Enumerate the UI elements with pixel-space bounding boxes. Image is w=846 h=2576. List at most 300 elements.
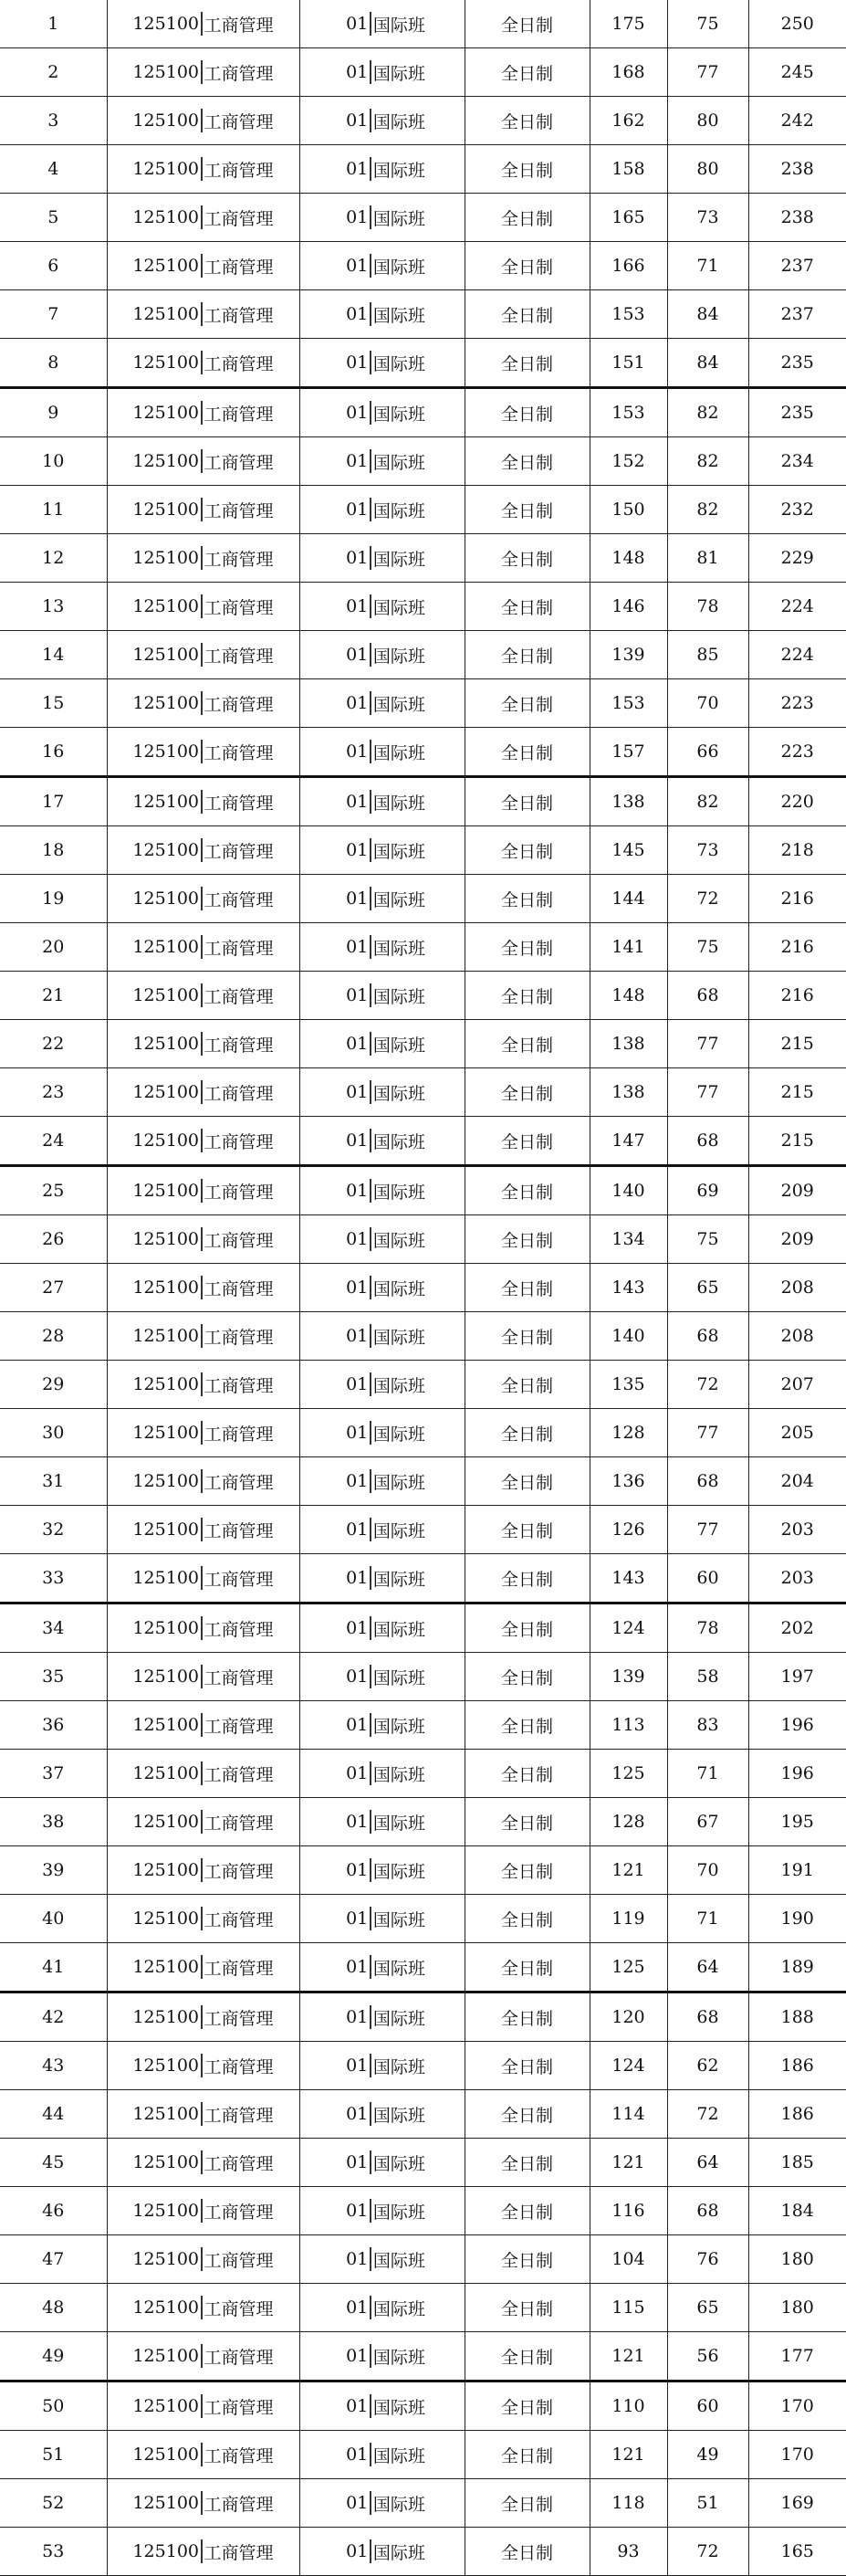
score-b-cell: 77 — [667, 1068, 748, 1117]
separator-bar — [201, 2054, 203, 2077]
study-mode-cell: 全日制 — [465, 486, 590, 534]
total-score-cell: 237 — [748, 290, 846, 339]
major-cell-label: 工商管理 — [204, 500, 274, 521]
major-cell-label: 工商管理 — [204, 1813, 274, 1834]
study-mode-cell: 全日制 — [465, 1264, 590, 1312]
score-b-cell: 84 — [667, 290, 748, 339]
row-number-cell: 42 — [0, 1992, 107, 2042]
study-mode-cell: 全日制 — [465, 194, 590, 242]
separator-bar — [370, 594, 371, 618]
direction-cell — [299, 631, 465, 679]
row-number-cell: 40 — [0, 1895, 107, 1943]
total-score-cell: 238 — [748, 194, 846, 242]
direction-cell — [299, 2090, 465, 2139]
direction-cell — [299, 728, 465, 777]
major-cell-code: 125100 — [132, 1277, 199, 1298]
total-score-cell: 208 — [748, 1312, 846, 1361]
major-cell-label: 工商管理 — [204, 1278, 274, 1299]
major-cell — [107, 1457, 299, 1506]
study-mode-cell: 全日制 — [465, 777, 590, 826]
direction-cell-label: 国际班 — [372, 1958, 425, 1979]
table-row — [0, 679, 846, 728]
major-cell-label: 工商管理 — [204, 353, 274, 374]
major-cell-label: 工商管理 — [204, 15, 274, 36]
table-row — [0, 1264, 846, 1312]
separator-bar — [370, 1372, 371, 1396]
major-cell — [107, 923, 299, 972]
separator-bar — [370, 1713, 371, 1737]
table-row — [0, 2528, 846, 2576]
major-cell-label: 工商管理 — [204, 2397, 274, 2418]
direction-cell-label: 国际班 — [372, 2008, 425, 2029]
direction-cell — [299, 1701, 465, 1750]
study-mode-cell: 全日制 — [465, 339, 590, 388]
direction-cell-label: 国际班 — [372, 111, 425, 132]
row-number-cell: 33 — [0, 1554, 107, 1603]
major-cell — [107, 1653, 299, 1701]
separator-bar — [370, 2344, 371, 2368]
separator-bar — [201, 205, 203, 229]
direction-cell — [299, 1166, 465, 1215]
score-a-cell: 158 — [590, 145, 667, 194]
major-cell — [107, 339, 299, 388]
major-cell-code: 125100 — [132, 14, 199, 34]
major-cell-code: 125100 — [132, 2007, 199, 2027]
major-cell-code: 125100 — [132, 499, 199, 520]
row-number-cell: 10 — [0, 437, 107, 486]
direction-cell — [299, 1798, 465, 1846]
total-score-cell: 207 — [748, 1361, 846, 1409]
major-cell — [107, 1215, 299, 1264]
direction-cell-code: 01 — [346, 1763, 369, 1783]
direction-cell — [299, 290, 465, 339]
row-number-cell: 17 — [0, 777, 107, 826]
direction-cell — [299, 388, 465, 437]
score-a-cell: 140 — [590, 1312, 667, 1361]
major-cell — [107, 1554, 299, 1603]
direction-cell-label: 国际班 — [372, 2056, 425, 2077]
row-number-cell: 45 — [0, 2139, 107, 2187]
score-a-cell: 104 — [590, 2235, 667, 2284]
study-mode-cell: 全日制 — [465, 583, 590, 631]
major-cell-label: 工商管理 — [204, 111, 274, 132]
major-cell-code: 125100 — [132, 110, 199, 131]
score-a-cell: 157 — [590, 728, 667, 777]
direction-cell-label: 国际班 — [372, 2250, 425, 2271]
table-row — [0, 1846, 846, 1895]
row-number-cell: 49 — [0, 2332, 107, 2381]
score-a-cell: 144 — [590, 875, 667, 923]
separator-bar — [201, 401, 203, 425]
major-cell-label: 工商管理 — [204, 1131, 274, 1152]
direction-cell-label: 国际班 — [372, 841, 425, 862]
row-number-cell: 18 — [0, 826, 107, 875]
score-a-cell: 118 — [590, 2479, 667, 2528]
total-score-cell: 238 — [748, 145, 846, 194]
separator-bar — [370, 838, 371, 862]
score-a-cell: 166 — [590, 242, 667, 290]
study-mode-cell: 全日制 — [465, 1895, 590, 1943]
direction-cell — [299, 1992, 465, 2042]
direction-cell — [299, 1457, 465, 1506]
direction-cell-label: 国际班 — [372, 160, 425, 181]
direction-cell-code: 01 — [346, 645, 369, 665]
major-cell-code: 125100 — [132, 937, 199, 957]
row-number-cell: 20 — [0, 923, 107, 972]
total-score-cell: 220 — [748, 777, 846, 826]
total-score-cell: 186 — [748, 2042, 846, 2090]
table-row — [0, 2235, 846, 2284]
score-b-cell: 51 — [667, 2479, 748, 2528]
major-cell-label: 工商管理 — [204, 63, 274, 84]
separator-bar — [370, 205, 371, 229]
total-score-cell: 245 — [748, 48, 846, 97]
separator-bar — [201, 691, 203, 715]
direction-cell-label: 国际班 — [372, 2542, 425, 2563]
direction-cell — [299, 1554, 465, 1603]
separator-bar — [370, 2539, 371, 2563]
total-score-cell: 242 — [748, 97, 846, 145]
total-score-cell: 196 — [748, 1701, 846, 1750]
score-b-cell: 83 — [667, 1701, 748, 1750]
major-cell-code: 125100 — [132, 159, 199, 179]
major-cell-label: 工商管理 — [204, 986, 274, 1007]
separator-bar — [201, 1080, 203, 1104]
direction-cell-code: 01 — [346, 1277, 369, 1298]
direction-cell — [299, 437, 465, 486]
major-cell-code: 125100 — [132, 2297, 199, 2318]
total-score-cell: 215 — [748, 1117, 846, 1166]
separator-bar — [370, 1227, 371, 1251]
separator-bar — [201, 790, 203, 814]
study-mode-cell: 全日制 — [465, 48, 590, 97]
table-row — [0, 2332, 846, 2381]
study-mode-cell: 全日制 — [465, 1117, 590, 1166]
table-row — [0, 972, 846, 1020]
direction-cell-code: 01 — [346, 1860, 369, 1880]
separator-bar — [370, 1810, 371, 1834]
study-mode-cell: 全日制 — [465, 0, 590, 48]
study-mode-cell: 全日制 — [465, 2042, 590, 2090]
row-number-cell: 16 — [0, 728, 107, 777]
direction-cell — [299, 1361, 465, 1409]
direction-cell-label: 国际班 — [372, 938, 425, 959]
separator-bar — [370, 2005, 371, 2029]
major-cell — [107, 972, 299, 1020]
row-number-cell: 43 — [0, 2042, 107, 2090]
study-mode-cell: 全日制 — [465, 2235, 590, 2284]
study-mode-cell: 全日制 — [465, 2139, 590, 2187]
score-b-cell: 60 — [667, 1554, 748, 1603]
major-cell-label: 工商管理 — [204, 1861, 274, 1882]
direction-cell-label: 国际班 — [372, 549, 425, 570]
total-score-cell: 223 — [748, 679, 846, 728]
direction-cell — [299, 1653, 465, 1701]
separator-bar — [201, 594, 203, 618]
study-mode-cell: 全日制 — [465, 145, 590, 194]
major-cell — [107, 2479, 299, 2528]
direction-cell-label: 国际班 — [372, 63, 425, 84]
row-number-cell: 30 — [0, 1409, 107, 1457]
score-a-cell: 121 — [590, 2139, 667, 2187]
direction-cell-code: 01 — [346, 2249, 369, 2269]
separator-bar — [201, 1713, 203, 1737]
score-a-cell: 134 — [590, 1215, 667, 1264]
table-row — [0, 728, 846, 777]
separator-bar — [370, 1858, 371, 1882]
total-score-cell: 229 — [748, 534, 846, 583]
direction-cell — [299, 1750, 465, 1798]
major-cell — [107, 534, 299, 583]
major-cell-code: 125100 — [132, 1667, 199, 1687]
separator-bar — [370, 1469, 371, 1493]
major-cell — [107, 1701, 299, 1750]
separator-bar — [201, 1129, 203, 1152]
direction-cell-code: 01 — [346, 304, 369, 324]
total-score-cell: 234 — [748, 437, 846, 486]
direction-cell-label: 国际班 — [372, 1472, 425, 1493]
row-number-cell: 2 — [0, 48, 107, 97]
direction-cell — [299, 2479, 465, 2528]
score-b-cell: 71 — [667, 242, 748, 290]
total-score-cell: 186 — [748, 2090, 846, 2139]
total-score-cell: 180 — [748, 2284, 846, 2332]
major-cell-code: 125100 — [132, 2346, 199, 2366]
score-b-cell: 78 — [667, 583, 748, 631]
score-a-cell: 147 — [590, 1117, 667, 1166]
row-number-cell: 3 — [0, 97, 107, 145]
table-row — [0, 875, 846, 923]
direction-cell — [299, 1068, 465, 1117]
score-a-cell: 139 — [590, 1653, 667, 1701]
score-a-cell: 153 — [590, 388, 667, 437]
total-score-cell: 215 — [748, 1068, 846, 1117]
study-mode-cell: 全日制 — [465, 2090, 590, 2139]
major-cell-code: 125100 — [132, 985, 199, 1005]
direction-cell-label: 国际班 — [372, 1569, 425, 1590]
score-a-cell: 143 — [590, 1264, 667, 1312]
row-number-cell: 7 — [0, 290, 107, 339]
direction-cell-code: 01 — [346, 2201, 369, 2221]
direction-cell-label: 国际班 — [372, 793, 425, 814]
direction-cell — [299, 0, 465, 48]
row-number-cell: 26 — [0, 1215, 107, 1264]
major-cell — [107, 1264, 299, 1312]
direction-cell — [299, 194, 465, 242]
study-mode-cell: 全日制 — [465, 2381, 590, 2431]
direction-cell-code: 01 — [346, 2541, 369, 2561]
total-score-cell: 215 — [748, 1020, 846, 1068]
major-cell-label: 工商管理 — [204, 841, 274, 862]
direction-cell-label: 国际班 — [372, 500, 425, 521]
row-number-cell: 34 — [0, 1603, 107, 1653]
row-number-cell: 5 — [0, 194, 107, 242]
study-mode-cell: 全日制 — [465, 1943, 590, 1992]
score-a-cell: 115 — [590, 2284, 667, 2332]
score-b-cell: 69 — [667, 1166, 748, 1215]
direction-cell-code: 01 — [346, 14, 369, 34]
table-row — [0, 826, 846, 875]
table-row — [0, 2431, 846, 2479]
score-b-cell: 72 — [667, 2090, 748, 2139]
major-cell — [107, 1361, 299, 1409]
major-cell — [107, 2381, 299, 2431]
major-cell-code: 125100 — [132, 1423, 199, 1443]
score-b-cell: 78 — [667, 1603, 748, 1653]
direction-cell-label: 国际班 — [372, 2397, 425, 2418]
major-cell — [107, 2235, 299, 2284]
major-cell — [107, 0, 299, 48]
table-row — [0, 1020, 846, 1068]
score-a-cell: 93 — [590, 2528, 667, 2576]
direction-cell-label: 国际班 — [372, 1182, 425, 1203]
direction-cell-code: 01 — [346, 1715, 369, 1735]
major-cell — [107, 2284, 299, 2332]
separator-bar — [370, 12, 371, 36]
score-a-cell: 139 — [590, 631, 667, 679]
direction-cell-label: 国际班 — [372, 1619, 425, 1640]
direction-cell-label: 国际班 — [372, 1909, 425, 1930]
major-cell — [107, 1506, 299, 1554]
direction-cell-code: 01 — [346, 2152, 369, 2172]
major-cell-code: 125100 — [132, 888, 199, 909]
major-cell-code: 125100 — [132, 2056, 199, 2076]
study-mode-cell: 全日制 — [465, 728, 590, 777]
separator-bar — [201, 1616, 203, 1640]
score-b-cell: 75 — [667, 0, 748, 48]
score-a-cell: 121 — [590, 2332, 667, 2381]
major-cell-label: 工商管理 — [204, 2105, 274, 2126]
major-cell-label: 工商管理 — [204, 2202, 274, 2223]
separator-bar — [201, 1761, 203, 1785]
direction-cell-label: 国际班 — [372, 2347, 425, 2368]
separator-bar — [201, 1810, 203, 1834]
separator-bar — [201, 498, 203, 521]
direction-cell — [299, 777, 465, 826]
direction-cell — [299, 583, 465, 631]
score-a-cell: 114 — [590, 2090, 667, 2139]
score-b-cell: 75 — [667, 923, 748, 972]
row-number-cell: 14 — [0, 631, 107, 679]
table-row — [0, 1554, 846, 1603]
row-number-cell: 6 — [0, 242, 107, 290]
separator-bar — [370, 2296, 371, 2319]
total-score-cell: 196 — [748, 1750, 846, 1798]
total-score-cell: 197 — [748, 1653, 846, 1701]
score-a-cell: 128 — [590, 1409, 667, 1457]
direction-cell — [299, 339, 465, 388]
total-score-cell: 232 — [748, 486, 846, 534]
major-cell — [107, 826, 299, 875]
row-number-cell: 28 — [0, 1312, 107, 1361]
major-cell-label: 工商管理 — [204, 1667, 274, 1688]
direction-cell — [299, 534, 465, 583]
direction-cell-label: 国际班 — [372, 1716, 425, 1737]
direction-cell — [299, 242, 465, 290]
major-cell — [107, 1798, 299, 1846]
total-score-cell: 180 — [748, 2235, 846, 2284]
direction-cell — [299, 486, 465, 534]
study-mode-cell: 全日制 — [465, 1312, 590, 1361]
study-mode-cell: 全日制 — [465, 1653, 590, 1701]
direction-cell-code: 01 — [346, 2104, 369, 2124]
row-number-cell: 21 — [0, 972, 107, 1020]
table-row — [0, 1603, 846, 1653]
total-score-cell: 205 — [748, 1409, 846, 1457]
major-cell-label: 工商管理 — [204, 1083, 274, 1104]
major-cell-label: 工商管理 — [204, 2250, 274, 2271]
major-cell — [107, 48, 299, 97]
score-a-cell: 148 — [590, 972, 667, 1020]
score-b-cell: 71 — [667, 1895, 748, 1943]
separator-bar — [201, 1179, 203, 1203]
major-cell-label: 工商管理 — [204, 694, 274, 715]
row-number-cell: 24 — [0, 1117, 107, 1166]
study-mode-cell: 全日制 — [465, 1992, 590, 2042]
direction-cell-code: 01 — [346, 352, 369, 373]
major-cell — [107, 1943, 299, 1992]
direction-cell-label: 国际班 — [372, 2494, 425, 2515]
direction-cell-label: 国际班 — [372, 1278, 425, 1299]
direction-cell-label: 国际班 — [372, 742, 425, 763]
major-cell-code: 125100 — [132, 1229, 199, 1249]
row-number-cell: 46 — [0, 2187, 107, 2235]
separator-bar — [201, 1276, 203, 1299]
total-score-cell: 191 — [748, 1846, 846, 1895]
score-b-cell: 68 — [667, 2187, 748, 2235]
major-cell-code: 125100 — [132, 451, 199, 471]
score-a-cell: 150 — [590, 486, 667, 534]
separator-bar — [370, 1907, 371, 1930]
direction-cell-code: 01 — [346, 937, 369, 957]
major-cell — [107, 1992, 299, 2042]
table-row — [0, 1943, 846, 1992]
major-cell-label: 工商管理 — [204, 793, 274, 814]
direction-cell-code: 01 — [346, 792, 369, 812]
table-row — [0, 1312, 846, 1361]
direction-cell-label: 国际班 — [372, 2445, 425, 2466]
major-cell — [107, 97, 299, 145]
score-b-cell: 80 — [667, 145, 748, 194]
direction-cell — [299, 1020, 465, 1068]
table-row — [0, 2042, 846, 2090]
total-score-cell: 209 — [748, 1215, 846, 1264]
direction-cell-code: 01 — [346, 1812, 369, 1832]
table-row — [0, 1701, 846, 1750]
separator-bar — [201, 838, 203, 862]
row-number-cell: 11 — [0, 486, 107, 534]
direction-cell — [299, 2431, 465, 2479]
study-mode-cell: 全日制 — [465, 1798, 590, 1846]
major-cell-label: 工商管理 — [204, 646, 274, 667]
direction-cell-code: 01 — [346, 2493, 369, 2513]
study-mode-cell: 全日制 — [465, 2332, 590, 2381]
study-mode-cell: 全日制 — [465, 97, 590, 145]
separator-bar — [201, 1907, 203, 1930]
direction-cell-label: 国际班 — [372, 2153, 425, 2174]
separator-bar — [201, 2539, 203, 2563]
major-cell-code: 125100 — [132, 596, 199, 616]
direction-cell-label: 国际班 — [372, 1764, 425, 1785]
major-cell — [107, 1846, 299, 1895]
row-number-cell: 23 — [0, 1068, 107, 1117]
study-mode-cell: 全日制 — [465, 534, 590, 583]
separator-bar — [370, 1129, 371, 1152]
major-cell-code: 125100 — [132, 2445, 199, 2465]
table-row — [0, 631, 846, 679]
separator-bar — [201, 1665, 203, 1688]
direction-cell-code: 01 — [346, 2297, 369, 2318]
